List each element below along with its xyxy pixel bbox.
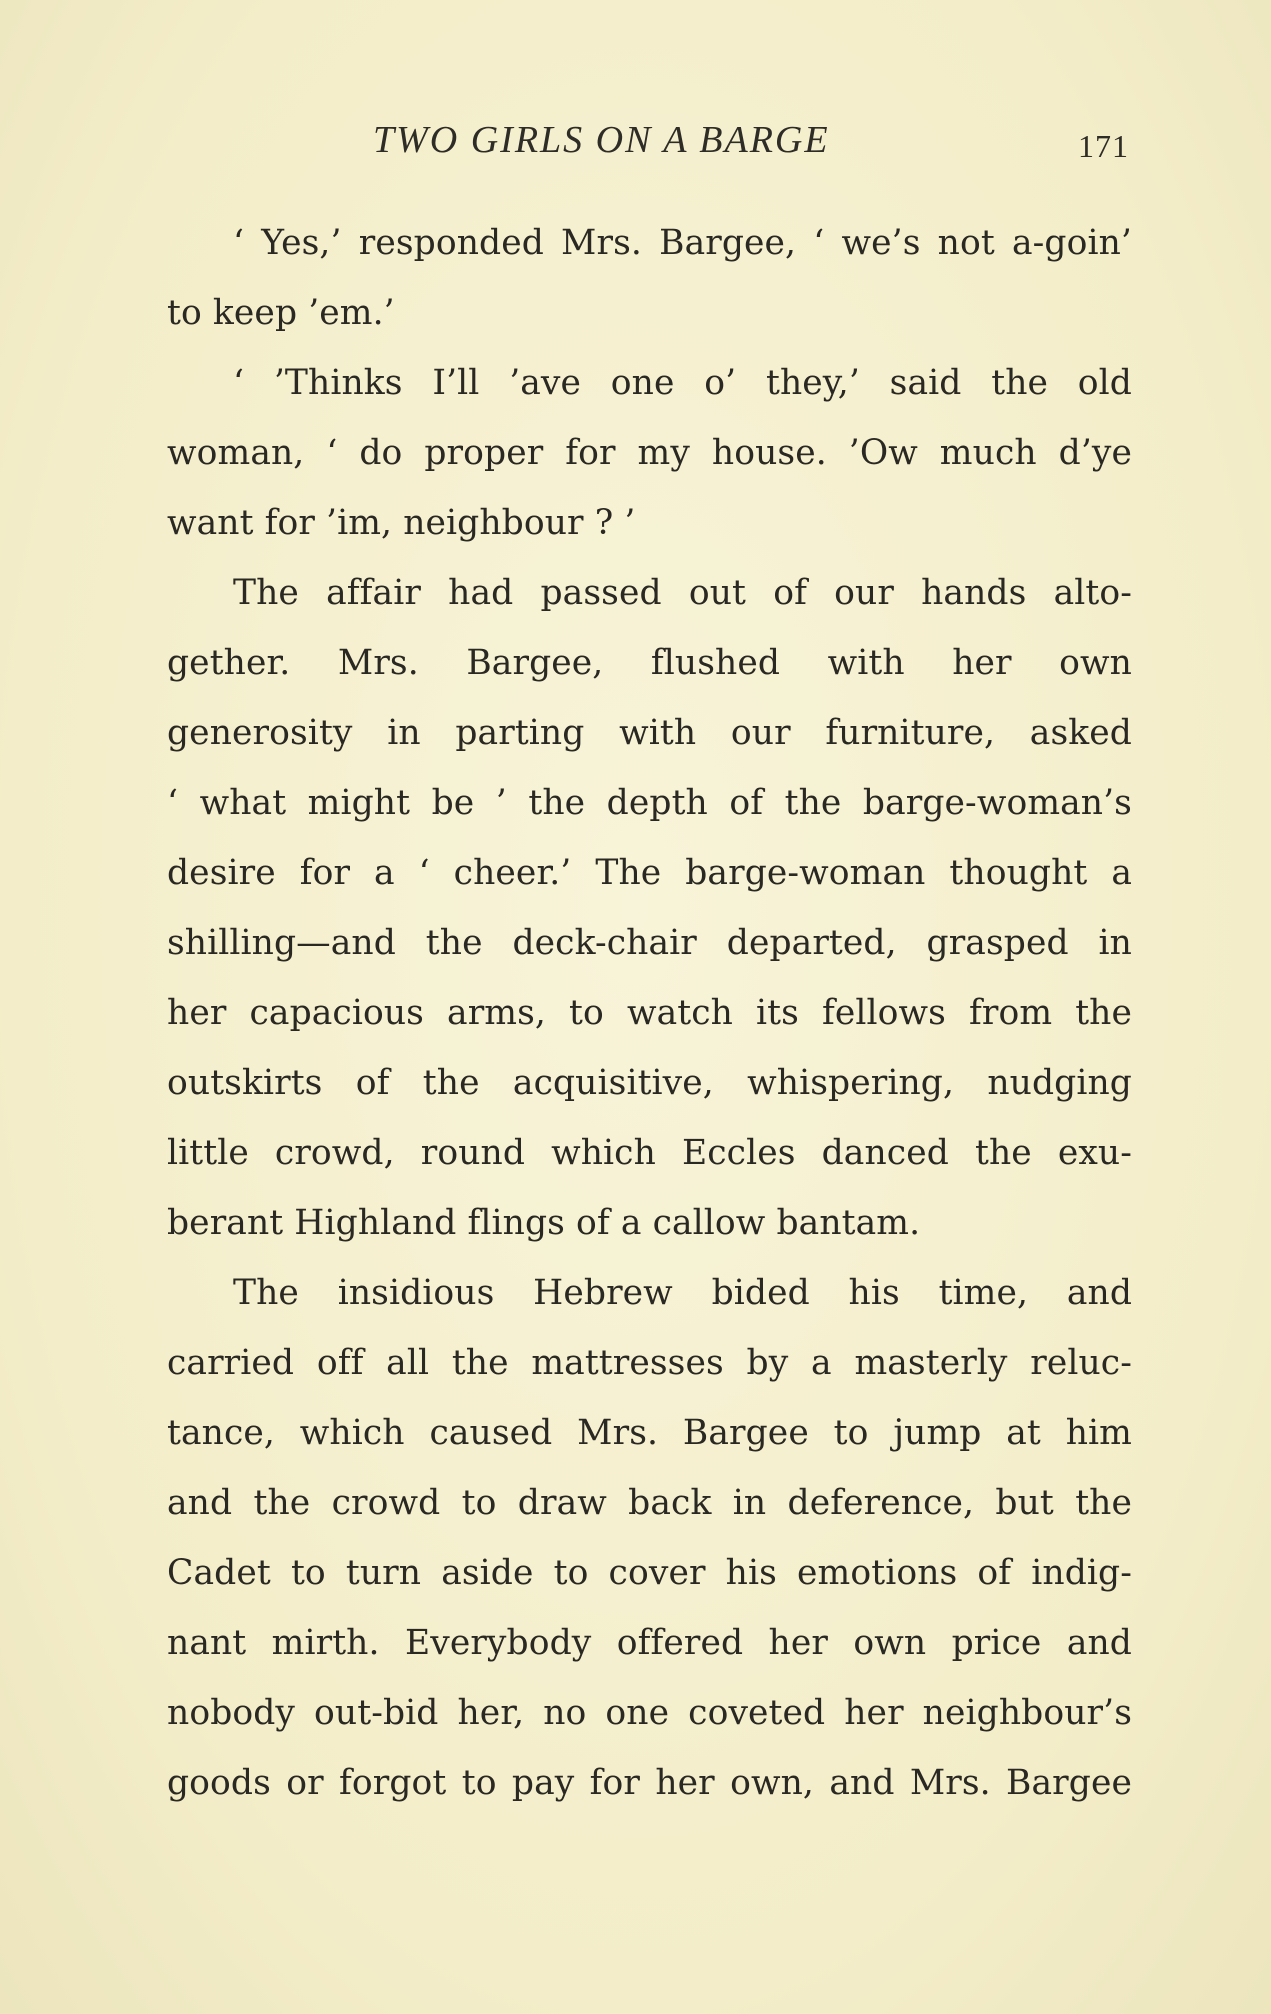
text-line: The affair had passed out of our hands alto- <box>233 573 1132 613</box>
text-line: goods or forgot to pay for her own, and Mrs. Bargee <box>167 1763 1132 1803</box>
text-line: nobody out-bid her, no one coveted her neighbour’s <box>167 1693 1132 1733</box>
text-line: ‘ what might be ’ the depth of the barge-woman’s <box>167 783 1132 823</box>
running-head <box>167 118 1132 178</box>
text-line: woman, ‘ do proper for my house. ’Ow much d’ye <box>167 433 1132 473</box>
text-line: tance, which caused Mrs. Bargee to jump at him <box>167 1413 1132 1453</box>
text-line: and the crowd to draw back in deference, but the <box>167 1483 1132 1523</box>
text-line: shilling—and the deck-chair departed, grasped in <box>167 923 1132 963</box>
book-page <box>167 0 1132 2014</box>
text-line: Cadet to turn aside to cover his emotions of indig- <box>167 1553 1132 1593</box>
text-line: ‘ ’Thinks I’ll ’ave one o’ they,’ said the old <box>233 363 1132 403</box>
text-line: her capacious arms, to watch its fellows from the <box>167 993 1132 1033</box>
text-line: gether. Mrs. Bargee, flushed with her own <box>167 643 1132 683</box>
text-line: to keep ’em.’ <box>167 293 395 333</box>
text-line: ‘ Yes,’ responded Mrs. Bargee, ‘ we’s not a-goin’ <box>233 223 1132 263</box>
running-head-title: TWO GIRLS ON A BARGE <box>373 119 830 161</box>
text-line: berant Highland flings of a callow bantam. <box>167 1203 921 1243</box>
text-line: The insidious Hebrew bided his time, and <box>233 1273 1132 1313</box>
text-line: want for ’im, neighbour ? ’ <box>167 503 636 543</box>
text-line: generosity in parting with our furniture, asked <box>167 713 1132 753</box>
page-number: 171 <box>1078 128 1129 164</box>
text-line: desire for a ‘ cheer.’ The barge-woman thought a <box>167 853 1132 893</box>
text-line: outskirts of the acquisitive, whispering, nudging <box>167 1063 1132 1103</box>
text-line: carried off all the mattresses by a masterly reluc- <box>167 1343 1132 1383</box>
text-line: nant mirth. Everybody offered her own price and <box>167 1623 1132 1663</box>
text-line: little crowd, round which Eccles danced the exu- <box>167 1133 1132 1173</box>
body-text <box>167 208 1132 1818</box>
